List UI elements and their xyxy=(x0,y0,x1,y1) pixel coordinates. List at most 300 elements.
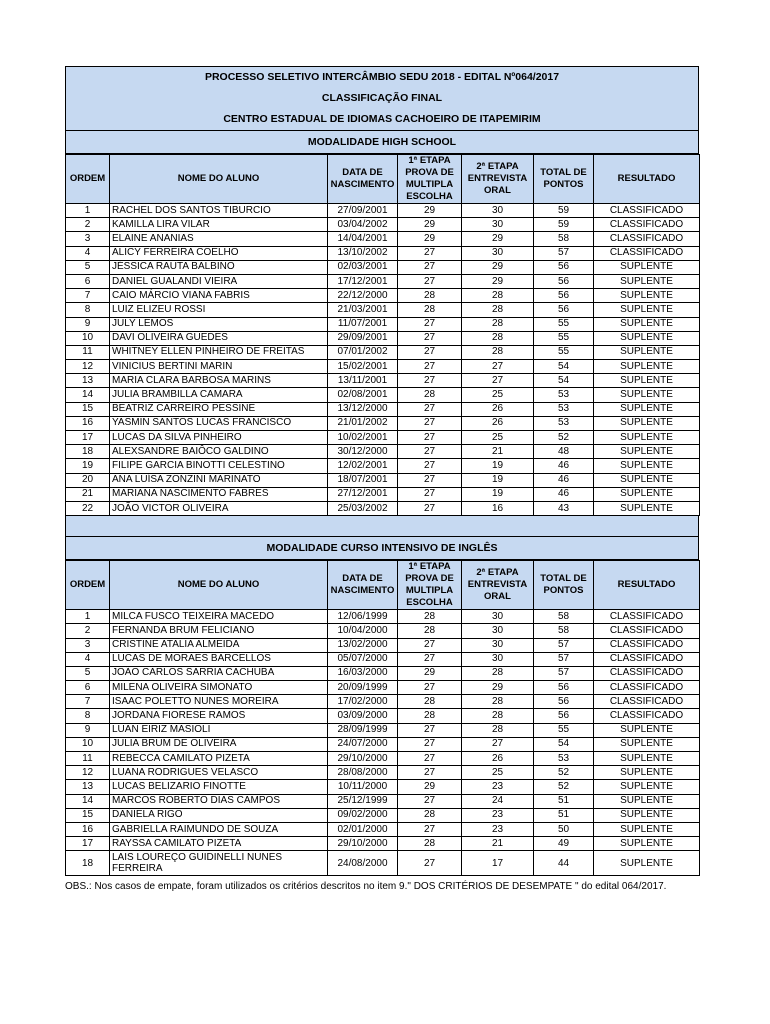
cell-resultado: CLASSIFICADO xyxy=(594,624,700,638)
cell-etapa1: 27 xyxy=(398,374,462,388)
cell-nome: JÉSSICA RAUTA BALBINO xyxy=(110,260,328,274)
cell-total: 46 xyxy=(534,459,594,473)
cell-nome: GABRIELLA RAIMUNDO DE SOUZA xyxy=(110,822,328,836)
cell-etapa2: 28 xyxy=(462,331,534,345)
cell-resultado: SUPLENTE xyxy=(594,752,700,766)
cell-resultado: SUPLENTE xyxy=(594,822,700,836)
footer-note: OBS.: Nos casos de empate, foram utilizados os critérios descritos no item 9." DOS CRITÉRIOS DE DESEMPATE " do edital 064/2017. xyxy=(65,881,667,892)
section-title-intensive: MODALIDADE CURSO INTENSIVO DE INGLÊS xyxy=(65,536,699,560)
cell-etapa2: 19 xyxy=(462,487,534,501)
cell-etapa1: 27 xyxy=(398,766,462,780)
cell-etapa1: 27 xyxy=(398,822,462,836)
cell-etapa2: 25 xyxy=(462,766,534,780)
cell-total: 43 xyxy=(534,501,594,515)
cell-data: 22/12/2000 xyxy=(328,289,398,303)
cell-data: 17/12/2001 xyxy=(328,274,398,288)
cell-etapa2: 28 xyxy=(462,289,534,303)
cell-ordem: 12 xyxy=(66,766,110,780)
cell-data: 02/08/2001 xyxy=(328,388,398,402)
cell-data: 29/10/2000 xyxy=(328,752,398,766)
cell-total: 56 xyxy=(534,260,594,274)
cell-ordem: 16 xyxy=(66,416,110,430)
header-subtitle: CLASSIFICAÇÃO FINAL xyxy=(321,92,443,104)
cell-resultado: SUPLENTE xyxy=(594,723,700,737)
cell-ordem: 14 xyxy=(66,388,110,402)
col-ordem: ORDEM xyxy=(66,155,110,204)
cell-etapa2: 27 xyxy=(462,374,534,388)
cell-ordem: 21 xyxy=(66,487,110,501)
table-row xyxy=(66,274,700,288)
cell-total: 53 xyxy=(534,752,594,766)
cell-ordem: 15 xyxy=(66,808,110,822)
cell-etapa1: 27 xyxy=(398,317,462,331)
cell-total: 57 xyxy=(534,666,594,680)
cell-etapa1: 29 xyxy=(398,666,462,680)
cell-etapa2: 23 xyxy=(462,808,534,822)
cell-etapa1: 28 xyxy=(398,610,462,624)
cell-resultado: SUPLENTE xyxy=(594,431,700,445)
cell-nome: MILCA FUSCO TEIXEIRA MACEDO xyxy=(110,610,328,624)
cell-ordem: 11 xyxy=(66,752,110,766)
cell-resultado: SUPLENTE xyxy=(594,260,700,274)
cell-total: 55 xyxy=(534,331,594,345)
cell-total: 58 xyxy=(534,232,594,246)
cell-ordem: 18 xyxy=(66,851,110,876)
cell-total: 52 xyxy=(534,431,594,445)
cell-nome: JOÃO CARLOS SARRIA CACHUBA xyxy=(110,666,328,680)
cell-etapa2: 28 xyxy=(462,709,534,723)
cell-resultado: SUPLENTE xyxy=(594,331,700,345)
cell-data: 02/01/2000 xyxy=(328,822,398,836)
col-etapa2: 2ª ETAPA ENTREVISTA ORAL xyxy=(462,155,534,204)
cell-etapa2: 24 xyxy=(462,794,534,808)
cell-nome: ISAAC POLETTO NUNES MOREIRA xyxy=(110,695,328,709)
table-row xyxy=(66,431,700,445)
cell-data: 27/09/2001 xyxy=(328,204,398,218)
cell-total: 56 xyxy=(534,695,594,709)
table-row xyxy=(66,652,700,666)
cell-resultado: SUPLENTE xyxy=(594,459,700,473)
cell-data: 20/09/1999 xyxy=(328,681,398,695)
cell-nome: MARIANA NASCIMENTO FABRES xyxy=(110,487,328,501)
cell-resultado: SUPLENTE xyxy=(594,837,700,851)
cell-nome: FERNANDA BRUM FELICIANO xyxy=(110,624,328,638)
cell-ordem: 17 xyxy=(66,431,110,445)
cell-etapa1: 28 xyxy=(398,808,462,822)
cell-nome: LUANA RODRIGUES VELASCO xyxy=(110,766,328,780)
cell-data: 29/09/2001 xyxy=(328,331,398,345)
cell-resultado: SUPLENTE xyxy=(594,374,700,388)
cell-ordem: 10 xyxy=(66,737,110,751)
table-row xyxy=(66,232,700,246)
table-row xyxy=(66,317,700,331)
cell-nome: JORDANA FIORESE RAMOS xyxy=(110,709,328,723)
cell-etapa2: 28 xyxy=(462,723,534,737)
table-row xyxy=(66,218,700,232)
cell-total: 57 xyxy=(534,638,594,652)
table-row xyxy=(66,780,700,794)
table-row xyxy=(66,851,700,876)
cell-data: 24/08/2000 xyxy=(328,851,398,876)
cell-etapa2: 30 xyxy=(462,204,534,218)
cell-ordem: 9 xyxy=(66,723,110,737)
cell-resultado: SUPLENTE xyxy=(594,445,700,459)
cell-etapa2: 19 xyxy=(462,473,534,487)
cell-etapa2: 21 xyxy=(462,837,534,851)
cell-data: 10/11/2000 xyxy=(328,780,398,794)
table-row xyxy=(66,822,700,836)
cell-data: 15/02/2001 xyxy=(328,360,398,374)
cell-nome: ANA LUÍSA ZONZINI MARINATO xyxy=(110,473,328,487)
intensive-table xyxy=(65,560,700,876)
cell-total: 56 xyxy=(534,274,594,288)
col-etapa2: 2ª ETAPA ENTREVISTA ORAL xyxy=(462,561,534,610)
cell-data: 13/12/2000 xyxy=(328,402,398,416)
cell-ordem: 2 xyxy=(66,218,110,232)
cell-etapa2: 19 xyxy=(462,459,534,473)
table-row xyxy=(66,360,700,374)
cell-nome: KAMILLA LIRA VILAR xyxy=(110,218,328,232)
cell-total: 53 xyxy=(534,402,594,416)
table-row xyxy=(66,445,700,459)
cell-nome: RAYSSA CAMILATO PIZETA xyxy=(110,837,328,851)
cell-nome: BEATRIZ CARREIRO PESSINE xyxy=(110,402,328,416)
cell-nome: RACHEL DOS SANTOS TIBURCIO xyxy=(110,204,328,218)
cell-data: 03/09/2000 xyxy=(328,709,398,723)
cell-data: 17/02/2000 xyxy=(328,695,398,709)
cell-nome: LUCAS BELIZARIO FINOTTE xyxy=(110,780,328,794)
cell-etapa1: 27 xyxy=(398,360,462,374)
cell-data: 10/04/2000 xyxy=(328,624,398,638)
cell-total: 51 xyxy=(534,808,594,822)
cell-resultado: SUPLENTE xyxy=(594,766,700,780)
cell-data: 14/04/2001 xyxy=(328,232,398,246)
cell-etapa2: 16 xyxy=(462,501,534,515)
high-school-rows xyxy=(66,204,700,516)
table-row xyxy=(66,837,700,851)
cell-resultado: SUPLENTE xyxy=(594,416,700,430)
cell-total: 46 xyxy=(534,473,594,487)
cell-total: 57 xyxy=(534,246,594,260)
cell-ordem: 12 xyxy=(66,360,110,374)
cell-total: 56 xyxy=(534,303,594,317)
cell-data: 24/07/2000 xyxy=(328,737,398,751)
cell-resultado: SUPLENTE xyxy=(594,737,700,751)
cell-ordem: 18 xyxy=(66,445,110,459)
cell-total: 54 xyxy=(534,374,594,388)
table-row xyxy=(66,416,700,430)
cell-resultado: SUPLENTE xyxy=(594,274,700,288)
cell-resultado: CLASSIFICADO xyxy=(594,695,700,709)
table-row xyxy=(66,709,700,723)
cell-ordem: 20 xyxy=(66,473,110,487)
cell-total: 55 xyxy=(534,317,594,331)
cell-ordem: 3 xyxy=(66,232,110,246)
cell-resultado: SUPLENTE xyxy=(594,360,700,374)
cell-etapa2: 25 xyxy=(462,431,534,445)
cell-data: 05/07/2000 xyxy=(328,652,398,666)
cell-total: 56 xyxy=(534,289,594,303)
cell-etapa1: 29 xyxy=(398,204,462,218)
cell-ordem: 11 xyxy=(66,345,110,359)
cell-ordem: 5 xyxy=(66,666,110,680)
cell-resultado: SUPLENTE xyxy=(594,780,700,794)
cell-total: 48 xyxy=(534,445,594,459)
table-header-row xyxy=(66,155,700,204)
cell-ordem: 2 xyxy=(66,624,110,638)
table-row xyxy=(66,752,700,766)
cell-etapa2: 23 xyxy=(462,780,534,794)
cell-nome: LUCAS DE MORAES BARCELLOS xyxy=(110,652,328,666)
cell-etapa2: 27 xyxy=(462,360,534,374)
cell-nome: MILENA OLIVEIRA SIMONATO xyxy=(110,681,328,695)
cell-etapa1: 27 xyxy=(398,723,462,737)
cell-resultado: CLASSIFICADO xyxy=(594,652,700,666)
cell-resultado: SUPLENTE xyxy=(594,388,700,402)
cell-ordem: 9 xyxy=(66,317,110,331)
cell-ordem: 19 xyxy=(66,459,110,473)
cell-resultado: CLASSIFICADO xyxy=(594,246,700,260)
cell-etapa2: 26 xyxy=(462,416,534,430)
table-row xyxy=(66,487,700,501)
table-row xyxy=(66,388,700,402)
cell-etapa2: 29 xyxy=(462,232,534,246)
cell-resultado: CLASSIFICADO xyxy=(594,610,700,624)
table-row xyxy=(66,289,700,303)
col-etapa1: 1ª ETAPA PROVA DE MULTIPLA ESCOLHA xyxy=(398,561,462,610)
cell-nome: YASMIN SANTOS LUCAS FRANCISCO xyxy=(110,416,328,430)
table-row xyxy=(66,666,700,680)
col-nome: NOME DO ALUNO xyxy=(110,561,328,610)
table-row xyxy=(66,473,700,487)
document-header xyxy=(65,66,699,130)
cell-ordem: 4 xyxy=(66,652,110,666)
cell-ordem: 15 xyxy=(66,402,110,416)
cell-ordem: 6 xyxy=(66,681,110,695)
table-row xyxy=(66,681,700,695)
cell-data: 03/04/2002 xyxy=(328,218,398,232)
col-nome: NOME DO ALUNO xyxy=(110,155,328,204)
cell-data: 10/02/2001 xyxy=(328,431,398,445)
cell-ordem: 13 xyxy=(66,780,110,794)
cell-etapa1: 28 xyxy=(398,837,462,851)
table-row xyxy=(66,737,700,751)
cell-data: 11/07/2001 xyxy=(328,317,398,331)
cell-ordem: 14 xyxy=(66,794,110,808)
cell-nome: DANIEL GUALANDI VIEIRA xyxy=(110,274,328,288)
cell-etapa2: 26 xyxy=(462,752,534,766)
cell-nome: JULIA BRUM DE OLIVEIRA xyxy=(110,737,328,751)
cell-ordem: 1 xyxy=(66,204,110,218)
table-row xyxy=(66,766,700,780)
cell-nome: ALEXSANDRE BAIÔCO GALDINO xyxy=(110,445,328,459)
cell-etapa1: 27 xyxy=(398,274,462,288)
cell-resultado: CLASSIFICADO xyxy=(594,638,700,652)
cell-data: 02/03/2001 xyxy=(328,260,398,274)
cell-total: 53 xyxy=(534,388,594,402)
cell-etapa2: 23 xyxy=(462,822,534,836)
cell-etapa2: 27 xyxy=(462,737,534,751)
cell-nome: REBECCA CAMILATO PIZETA xyxy=(110,752,328,766)
cell-etapa2: 29 xyxy=(462,260,534,274)
cell-data: 28/09/1999 xyxy=(328,723,398,737)
cell-data: 29/10/2000 xyxy=(328,837,398,851)
cell-etapa2: 17 xyxy=(462,851,534,876)
cell-etapa1: 27 xyxy=(398,752,462,766)
cell-etapa2: 28 xyxy=(462,666,534,680)
cell-etapa1: 27 xyxy=(398,501,462,515)
cell-etapa2: 21 xyxy=(462,445,534,459)
table-row xyxy=(66,402,700,416)
cell-resultado: SUPLENTE xyxy=(594,487,700,501)
cell-resultado: CLASSIFICADO xyxy=(594,218,700,232)
table-row xyxy=(66,204,700,218)
cell-nome: DAVI OLIVEIRA GUEDES xyxy=(110,331,328,345)
cell-ordem: 17 xyxy=(66,837,110,851)
cell-total: 54 xyxy=(534,360,594,374)
intensive-rows xyxy=(66,610,700,876)
cell-etapa1: 27 xyxy=(398,431,462,445)
cell-etapa1: 29 xyxy=(398,218,462,232)
cell-etapa2: 28 xyxy=(462,317,534,331)
cell-ordem: 1 xyxy=(66,610,110,624)
table-header-row xyxy=(66,561,700,610)
cell-nome: DANIELA RIGO xyxy=(110,808,328,822)
table-row xyxy=(66,501,700,515)
table-row xyxy=(66,638,700,652)
cell-nome: JULY LEMOS xyxy=(110,317,328,331)
cell-etapa2: 29 xyxy=(462,274,534,288)
cell-ordem: 6 xyxy=(66,274,110,288)
cell-nome: LUAN EIRIZ MASIOLI xyxy=(110,723,328,737)
cell-etapa1: 27 xyxy=(398,345,462,359)
cell-resultado: SUPLENTE xyxy=(594,289,700,303)
cell-data: 30/12/2000 xyxy=(328,445,398,459)
cell-resultado: CLASSIFICADO xyxy=(594,666,700,680)
cell-resultado: SUPLENTE xyxy=(594,808,700,822)
cell-nome: CAIO MÁRCIO VIANA FABRIS xyxy=(110,289,328,303)
cell-etapa1: 27 xyxy=(398,737,462,751)
cell-data: 18/07/2001 xyxy=(328,473,398,487)
col-total: TOTAL DE PONTOS xyxy=(534,155,594,204)
cell-total: 44 xyxy=(534,851,594,876)
cell-etapa1: 27 xyxy=(398,652,462,666)
cell-nome: ELAINE ANANIAS xyxy=(110,232,328,246)
section-spacer xyxy=(65,516,699,536)
cell-nome: FILIPE GARCIA BINOTTI CELESTINO xyxy=(110,459,328,473)
cell-resultado: SUPLENTE xyxy=(594,851,700,876)
cell-resultado: CLASSIFICADO xyxy=(594,232,700,246)
table-row xyxy=(66,303,700,317)
cell-total: 49 xyxy=(534,837,594,851)
cell-data: 07/01/2002 xyxy=(328,345,398,359)
table-row xyxy=(66,260,700,274)
cell-nome: LUIZ ELIZEU ROSSI xyxy=(110,303,328,317)
cell-etapa2: 30 xyxy=(462,246,534,260)
cell-total: 52 xyxy=(534,780,594,794)
cell-data: 28/08/2000 xyxy=(328,766,398,780)
cell-nome: LAIS LOUREÇO GUIDINELLI NUNES FERREIRA xyxy=(110,851,328,876)
cell-etapa1: 27 xyxy=(398,459,462,473)
cell-data: 16/03/2000 xyxy=(328,666,398,680)
cell-ordem: 8 xyxy=(66,303,110,317)
cell-resultado: SUPLENTE xyxy=(594,794,700,808)
cell-total: 46 xyxy=(534,487,594,501)
cell-etapa2: 28 xyxy=(462,695,534,709)
cell-etapa2: 26 xyxy=(462,402,534,416)
cell-data: 09/02/2000 xyxy=(328,808,398,822)
cell-etapa2: 30 xyxy=(462,610,534,624)
header-institution: CENTRO ESTADUAL DE IDIOMAS CACHOEIRO DE ITAPEMIRIM xyxy=(223,113,541,125)
cell-nome: JULIA BRAMBILLA CAMARA xyxy=(110,388,328,402)
cell-etapa1: 28 xyxy=(398,624,462,638)
cell-etapa1: 27 xyxy=(398,794,462,808)
col-etapa1: 1ª ETAPA PROVA DE MULTIPLA ESCOLHA xyxy=(398,155,462,204)
cell-resultado: SUPLENTE xyxy=(594,303,700,317)
cell-etapa2: 29 xyxy=(462,681,534,695)
cell-resultado: SUPLENTE xyxy=(594,501,700,515)
cell-data: 21/01/2002 xyxy=(328,416,398,430)
cell-ordem: 7 xyxy=(66,289,110,303)
cell-etapa1: 27 xyxy=(398,445,462,459)
cell-etapa1: 28 xyxy=(398,695,462,709)
table-row xyxy=(66,246,700,260)
cell-total: 53 xyxy=(534,416,594,430)
cell-ordem: 13 xyxy=(66,374,110,388)
cell-etapa1: 27 xyxy=(398,416,462,430)
cell-data: 25/12/1999 xyxy=(328,794,398,808)
cell-etapa2: 30 xyxy=(462,218,534,232)
table-row xyxy=(66,331,700,345)
cell-etapa1: 28 xyxy=(398,289,462,303)
cell-total: 58 xyxy=(534,624,594,638)
cell-resultado: CLASSIFICADO xyxy=(594,681,700,695)
cell-total: 57 xyxy=(534,652,594,666)
table-row xyxy=(66,374,700,388)
cell-nome: LUCAS DA SILVA PINHEIRO xyxy=(110,431,328,445)
cell-total: 59 xyxy=(534,218,594,232)
cell-nome: MARIA CLARA BARBOSA MARINS xyxy=(110,374,328,388)
cell-total: 55 xyxy=(534,723,594,737)
cell-etapa2: 28 xyxy=(462,345,534,359)
cell-etapa2: 25 xyxy=(462,388,534,402)
table-row xyxy=(66,808,700,822)
cell-nome: VINICIUS BERTINI MARIN xyxy=(110,360,328,374)
cell-ordem: 10 xyxy=(66,331,110,345)
cell-etapa1: 27 xyxy=(398,487,462,501)
cell-etapa1: 29 xyxy=(398,232,462,246)
cell-etapa1: 28 xyxy=(398,709,462,723)
cell-ordem: 7 xyxy=(66,695,110,709)
cell-etapa1: 27 xyxy=(398,402,462,416)
cell-etapa2: 30 xyxy=(462,638,534,652)
cell-total: 54 xyxy=(534,737,594,751)
col-total: TOTAL DE PONTOS xyxy=(534,561,594,610)
table-row xyxy=(66,345,700,359)
high-school-table xyxy=(65,154,700,516)
cell-ordem: 22 xyxy=(66,501,110,515)
cell-data: 25/03/2002 xyxy=(328,501,398,515)
section-title-high-school: MODALIDADE HIGH SCHOOL xyxy=(65,130,699,154)
cell-etapa2: 30 xyxy=(462,624,534,638)
cell-etapa1: 27 xyxy=(398,681,462,695)
cell-data: 13/10/2002 xyxy=(328,246,398,260)
cell-nome: WHITNEY ELLEN PINHEIRO DE FREITAS xyxy=(110,345,328,359)
cell-ordem: 8 xyxy=(66,709,110,723)
table-row xyxy=(66,794,700,808)
cell-etapa1: 28 xyxy=(398,388,462,402)
cell-ordem: 16 xyxy=(66,822,110,836)
